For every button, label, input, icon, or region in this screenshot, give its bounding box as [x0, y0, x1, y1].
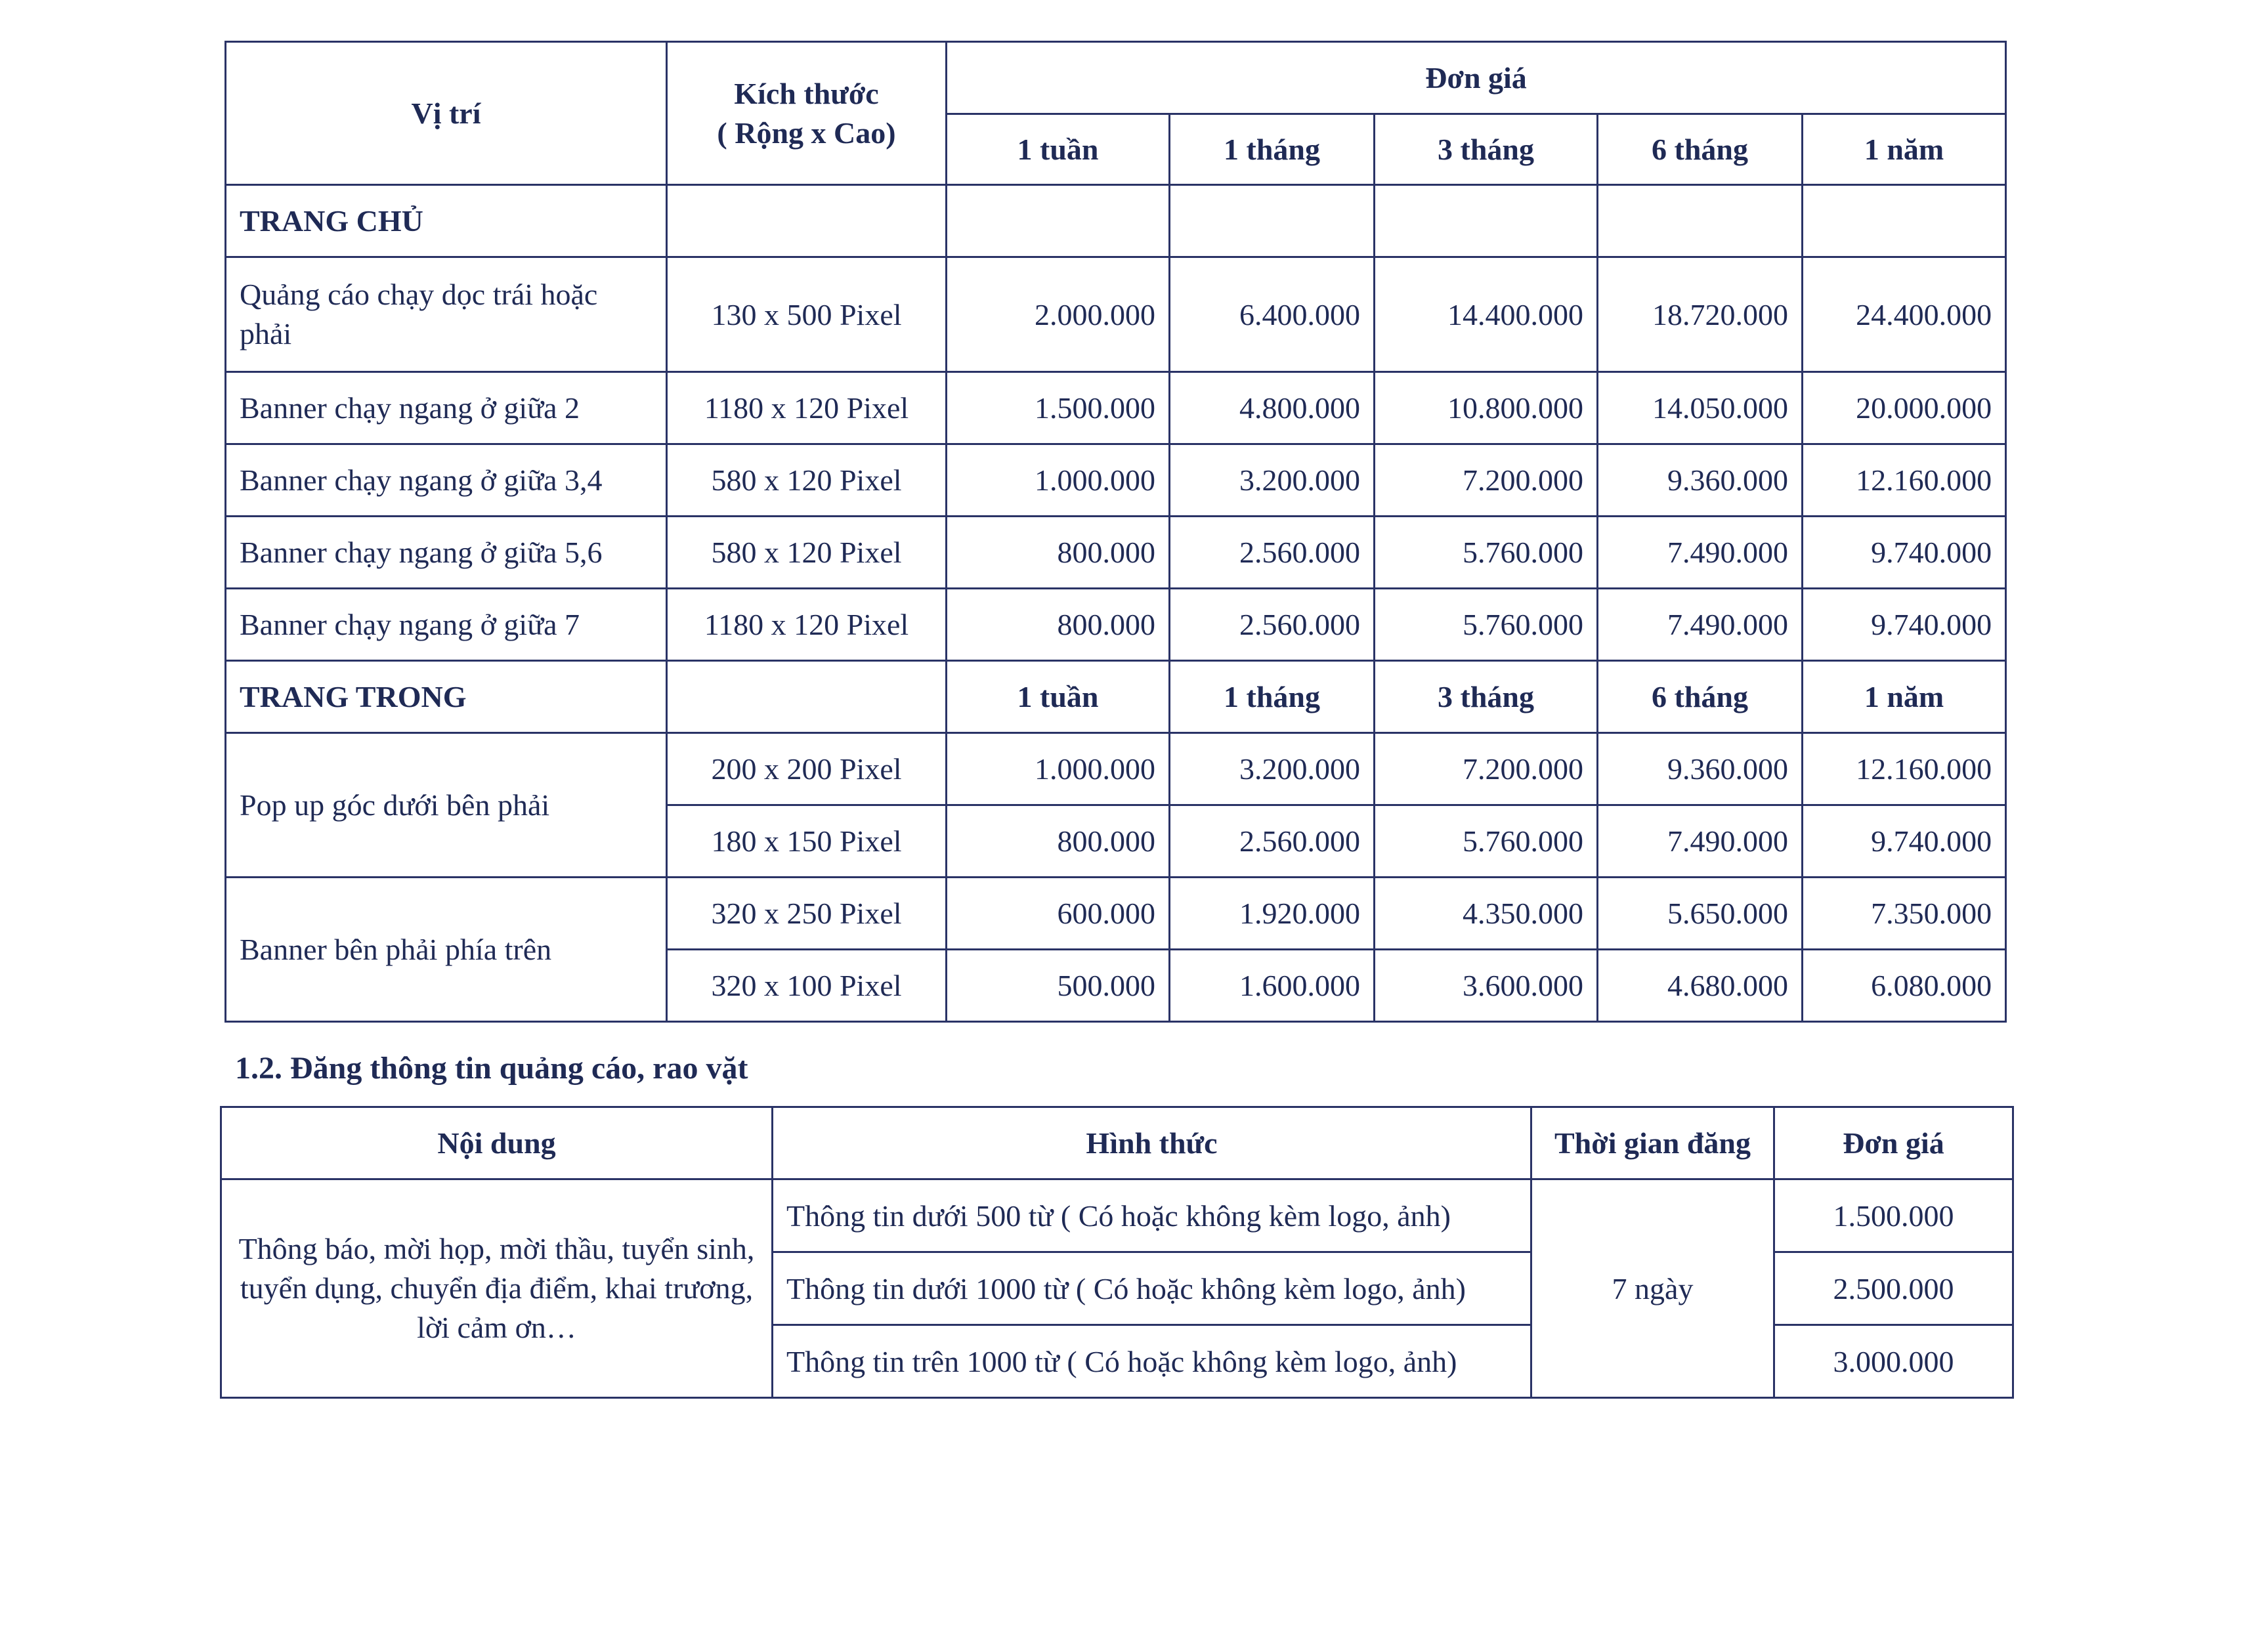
header-don-gia: Đơn giá	[947, 42, 2006, 114]
table-row	[226, 517, 2006, 589]
price-cell: 500.000	[947, 950, 1170, 1022]
price-cell: 5.760.000	[1375, 805, 1598, 878]
price-cell: 2.560.000	[1170, 517, 1375, 589]
duration-cell: 7 ngày	[1531, 1179, 1774, 1398]
header-kich-thuoc-line1: Kích thước	[734, 76, 879, 110]
price-cell: 1.000.000	[947, 733, 1170, 805]
price-cell: 800.000	[947, 517, 1170, 589]
position-cell: Banner chạy ngang ở giữa 2	[226, 372, 667, 444]
position-cell: Quảng cáo chạy dọc trái hoặc phải	[226, 257, 667, 372]
header-noi-dung: Nội dung	[221, 1107, 773, 1179]
section-home-label: TRANG CHỦ	[226, 185, 667, 257]
price-cell: 1.920.000	[1170, 878, 1375, 950]
size-cell: 580 x 120 Pixel	[667, 517, 947, 589]
empty-cell	[1803, 185, 2006, 257]
inner-period: 1 năm	[1803, 661, 2006, 733]
price-cell: 7.490.000	[1598, 589, 1803, 661]
empty-cell	[1170, 185, 1375, 257]
price-cell: 2.560.000	[1170, 589, 1375, 661]
price-cell: 7.200.000	[1375, 444, 1598, 517]
position-cell: Banner chạy ngang ở giữa 5,6	[226, 517, 667, 589]
position-cell: Banner chạy ngang ở giữa 3,4	[226, 444, 667, 517]
price-cell: 7.490.000	[1598, 805, 1803, 878]
price-cell: 4.680.000	[1598, 950, 1803, 1022]
price-cell: 24.400.000	[1803, 257, 2006, 372]
price-cell: 3.600.000	[1375, 950, 1598, 1022]
inner-period: 1 tháng	[1170, 661, 1375, 733]
price-cell: 9.360.000	[1598, 733, 1803, 805]
header-period: 1 tháng	[1170, 114, 1375, 185]
price-cell: 800.000	[947, 805, 1170, 878]
table-row	[226, 589, 2006, 661]
price-cell: 9.740.000	[1803, 589, 2006, 661]
price-cell: 9.740.000	[1803, 805, 2006, 878]
price-cell: 600.000	[947, 878, 1170, 950]
header-hinh-thuc: Hình thức	[773, 1107, 1531, 1179]
size-cell: 180 x 150 Pixel	[667, 805, 947, 878]
size-cell: 1180 x 120 Pixel	[667, 589, 947, 661]
empty-cell	[667, 185, 947, 257]
form-cell: Thông tin dưới 500 từ ( Có hoặc không kèm logo, ảnh)	[773, 1179, 1531, 1252]
header-period: 3 tháng	[1375, 114, 1598, 185]
position-cell: Pop up góc dưới bên phải	[226, 733, 667, 878]
price-cell: 1.000.000	[947, 444, 1170, 517]
table-row	[226, 372, 2006, 444]
size-cell: 320 x 250 Pixel	[667, 878, 947, 950]
content-cell: Thông báo, mời họp, mời thầu, tuyển sinh, tuyển dụng, chuyển địa điểm, khai trương, lời cảm ơn…	[221, 1179, 773, 1398]
header-period: 1 tuần	[947, 114, 1170, 185]
price-cell: 7.200.000	[1375, 733, 1598, 805]
section-title: 1.2. Đăng thông tin quảng cáo, rao vặt	[235, 1051, 748, 1086]
header-vi-tri: Vị trí	[226, 42, 667, 185]
price-cell: 12.160.000	[1803, 444, 2006, 517]
price-cell: 20.000.000	[1803, 372, 2006, 444]
price-cell: 5.650.000	[1598, 878, 1803, 950]
size-cell: 320 x 100 Pixel	[667, 950, 947, 1022]
table-row	[226, 444, 2006, 517]
price-cell: 14.050.000	[1598, 372, 1803, 444]
price-cell: 2.500.000	[1774, 1252, 2013, 1325]
inner-period: 3 tháng	[1375, 661, 1598, 733]
price-cell: 5.760.000	[1375, 589, 1598, 661]
header-thoi-gian: Thời gian đăng	[1531, 1107, 1774, 1179]
empty-cell	[1598, 185, 1803, 257]
price-cell: 4.350.000	[1375, 878, 1598, 950]
size-cell: 580 x 120 Pixel	[667, 444, 947, 517]
table-row	[221, 1179, 2013, 1252]
inner-period: 1 tuần	[947, 661, 1170, 733]
price-cell: 10.800.000	[1375, 372, 1598, 444]
form-cell: Thông tin trên 1000 từ ( Có hoặc không kèm logo, ảnh)	[773, 1325, 1531, 1398]
table-row	[226, 878, 2006, 950]
price-cell: 1.500.000	[1774, 1179, 2013, 1252]
size-cell: 200 x 200 Pixel	[667, 733, 947, 805]
price-cell: 3.200.000	[1170, 733, 1375, 805]
price-cell: 800.000	[947, 589, 1170, 661]
position-cell: Banner chạy ngang ở giữa 7	[226, 589, 667, 661]
empty-cell	[947, 185, 1170, 257]
price-cell: 9.360.000	[1598, 444, 1803, 517]
section-inner-label: TRANG TRONG	[226, 661, 667, 733]
table-row	[226, 733, 2006, 805]
position-cell: Banner bên phải phía trên	[226, 878, 667, 1022]
price-cell: 2.560.000	[1170, 805, 1375, 878]
size-cell: 1180 x 120 Pixel	[667, 372, 947, 444]
price-cell: 6.400.000	[1170, 257, 1375, 372]
header-don-gia: Đơn giá	[1774, 1107, 2013, 1179]
classified-price-table	[220, 1106, 2014, 1399]
header-kich-thuoc	[667, 42, 947, 185]
inner-period: 6 tháng	[1598, 661, 1803, 733]
empty-cell	[667, 661, 947, 733]
price-cell: 1.500.000	[947, 372, 1170, 444]
header-kich-thuoc-line2: ( Rộng x Cao)	[717, 116, 896, 150]
header-period: 1 năm	[1803, 114, 2006, 185]
price-cell: 9.740.000	[1803, 517, 2006, 589]
empty-cell	[1375, 185, 1598, 257]
price-cell: 5.760.000	[1375, 517, 1598, 589]
price-cell: 18.720.000	[1598, 257, 1803, 372]
price-cell: 3.000.000	[1774, 1325, 2013, 1398]
price-cell: 2.000.000	[947, 257, 1170, 372]
header-period: 6 tháng	[1598, 114, 1803, 185]
price-cell: 12.160.000	[1803, 733, 2006, 805]
price-cell: 7.490.000	[1598, 517, 1803, 589]
price-cell: 14.400.000	[1375, 257, 1598, 372]
table-row	[226, 257, 2006, 372]
form-cell: Thông tin dưới 1000 từ ( Có hoặc không kèm logo, ảnh)	[773, 1252, 1531, 1325]
price-cell: 1.600.000	[1170, 950, 1375, 1022]
price-cell: 4.800.000	[1170, 372, 1375, 444]
price-cell: 3.200.000	[1170, 444, 1375, 517]
banner-price-table	[225, 41, 2007, 1023]
size-cell: 130 x 500 Pixel	[667, 257, 947, 372]
price-cell: 6.080.000	[1803, 950, 2006, 1022]
price-cell: 7.350.000	[1803, 878, 2006, 950]
